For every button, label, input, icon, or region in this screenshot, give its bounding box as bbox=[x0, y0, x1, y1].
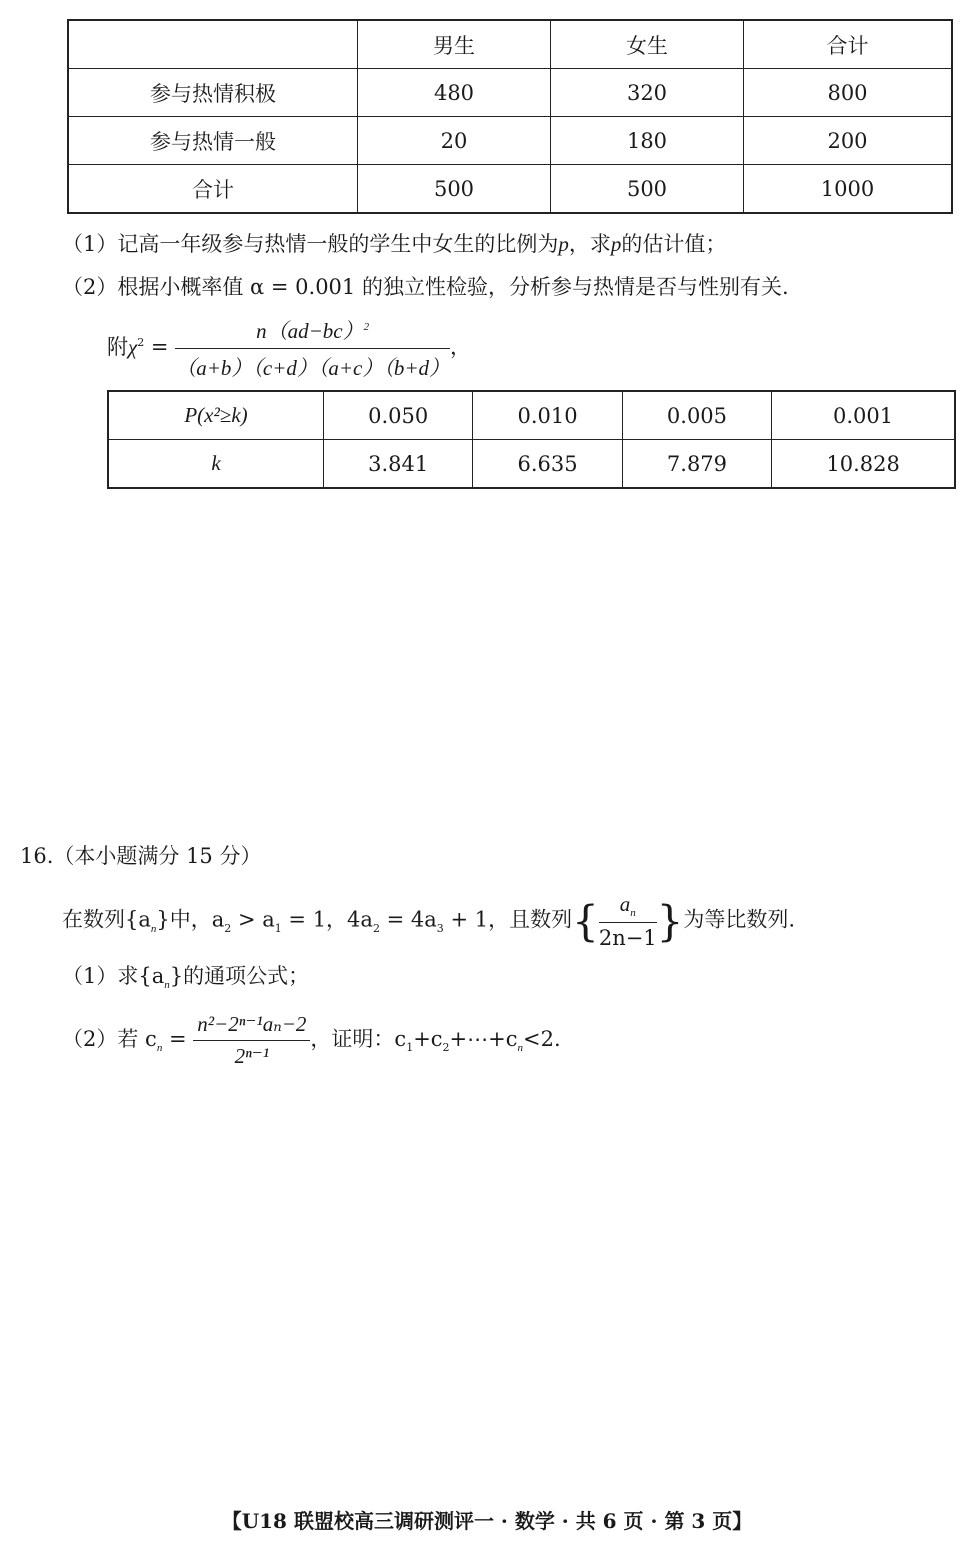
cn-denominator: 2ⁿ⁻¹ bbox=[234, 1044, 270, 1068]
table-header-row bbox=[68, 20, 952, 69]
table-cell: 0.050 bbox=[324, 391, 473, 440]
q16-stem-text: = 1，4a bbox=[281, 907, 373, 932]
chi-square-formula: 附$\chi^2$ = $\frac{n(ad-bc)^2}{(a+b)(c+d)(a+c)(b+d)}$ ， bbox=[107, 315, 471, 382]
table-cell: 480 bbox=[358, 69, 551, 117]
q16-stem-text: }中，a bbox=[156, 907, 225, 932]
q16-part2-text: （2）若 c bbox=[62, 1027, 157, 1051]
table-cell: 1000 bbox=[744, 165, 953, 214]
q16-part2-text: +⋯+c bbox=[449, 1027, 518, 1051]
table-cell: 合计 bbox=[68, 165, 358, 214]
sequence-denominator: 2n−1 bbox=[598, 926, 657, 951]
table-cell: 800 bbox=[744, 69, 953, 117]
q16-stem: 在数列$\{a_n\}$中，$a_2 > a_1 = 1$，$4a_2 = 4a_3 + 1$，且数列{ $\frac{a_n}{2n-1}$ }为等比数列. bbox=[62, 892, 796, 951]
formula-fraction bbox=[175, 315, 450, 382]
table-cell: 参与热情一般 bbox=[68, 117, 358, 165]
q16-part2-text: ，证明：c bbox=[310, 1027, 407, 1051]
q16-stem-text: > a bbox=[231, 907, 275, 932]
sequence-numerator: $a_n$ bbox=[599, 892, 657, 923]
q16-part2-text: <2. bbox=[523, 1027, 561, 1051]
var-p: p bbox=[558, 232, 569, 256]
comma: ， bbox=[450, 335, 472, 359]
table-cell bbox=[68, 20, 358, 69]
table-cell: 0.010 bbox=[473, 391, 622, 440]
q16-part1-text: （1）求{a bbox=[62, 964, 165, 988]
table-cell: 女生 bbox=[551, 20, 744, 69]
var-p: p bbox=[610, 232, 622, 256]
table-row bbox=[108, 391, 955, 440]
table-row bbox=[68, 165, 952, 214]
table-cell: 500 bbox=[358, 165, 551, 214]
chi-symbol: χ bbox=[128, 335, 138, 359]
table-cell: 参与热情积极 bbox=[68, 69, 358, 117]
table-row bbox=[68, 117, 952, 165]
formula-numerator: $n(ad-bc)^2$ bbox=[175, 315, 450, 349]
table-cell: 320 bbox=[551, 69, 744, 117]
table-cell: 180 bbox=[551, 117, 744, 165]
q16-stem-text: 为等比数列. bbox=[683, 907, 796, 932]
sequence-numerator-text: a bbox=[619, 892, 631, 916]
formula-denominator: （a+b）（c+d）（a+c）（b+d） bbox=[175, 356, 451, 380]
q16-stem-text: = 4a bbox=[379, 907, 437, 932]
table-cell: 3.841 bbox=[324, 440, 473, 489]
cn-fraction bbox=[193, 1012, 310, 1069]
table-cell: 20 bbox=[358, 117, 551, 165]
q15-part1-text: 的估计值； bbox=[621, 232, 727, 256]
table-row bbox=[68, 69, 952, 117]
table-cell: 合计 bbox=[744, 20, 953, 69]
q16-stem-text: + 1，且数列 bbox=[443, 907, 573, 932]
table-cell: 200 bbox=[744, 117, 953, 165]
q15-part1-text: ，求 bbox=[568, 232, 611, 256]
table-row bbox=[108, 440, 955, 489]
table-cell: P(x²≥k) bbox=[108, 391, 324, 440]
q16-part1: （1）求$\{a_n\}$的通项公式； bbox=[62, 964, 310, 992]
table-cell: 500 bbox=[551, 165, 744, 214]
table-cell: 6.635 bbox=[473, 440, 622, 489]
q16-part2: （2）若 $c_n$ = $\frac{\text{n²−2ⁿ⁻¹aₙ−2}}{\text{2ⁿ⁻¹}}$ ，证明：$c_1+c_2+\cdots+c_n<2$. bbox=[62, 1012, 561, 1068]
page-footer: 【U18 联盟校高三调研测评一 · 数学 · 共 6 页 · 第 3 页】 bbox=[221, 1509, 753, 1533]
critical-value-table bbox=[107, 390, 956, 489]
q16-title: 16.（本小题满分 15 分） bbox=[20, 844, 262, 868]
q15-part1 bbox=[62, 228, 726, 258]
q16-stem-text: 在数列{a bbox=[62, 907, 151, 932]
survey-table bbox=[67, 19, 953, 214]
appendix-label: 附 bbox=[107, 335, 128, 359]
q16-part1-text: }的通项公式； bbox=[169, 964, 310, 988]
q16-part2-text: +c bbox=[413, 1027, 443, 1051]
table-cell: k bbox=[108, 440, 324, 489]
table-cell: 0.005 bbox=[622, 391, 771, 440]
cn-numerator: n²−2ⁿ⁻¹aₙ−2 bbox=[193, 1012, 310, 1041]
q15-part2: （2）根据小概率值 α = 0.001 的独立性检验，分析参与热情是否与性别有关. bbox=[62, 275, 789, 299]
table-cell: 男生 bbox=[358, 20, 551, 69]
table-cell: 10.828 bbox=[772, 440, 955, 489]
q15-part1-text: （1）记高一年级参与热情一般的学生中女生的比例为 bbox=[62, 232, 559, 256]
table-cell: 7.879 bbox=[622, 440, 771, 489]
sequence-fraction bbox=[599, 892, 657, 950]
table-cell: 0.001 bbox=[772, 391, 955, 440]
formula-numerator-text: n（ad−bc） bbox=[256, 319, 364, 343]
